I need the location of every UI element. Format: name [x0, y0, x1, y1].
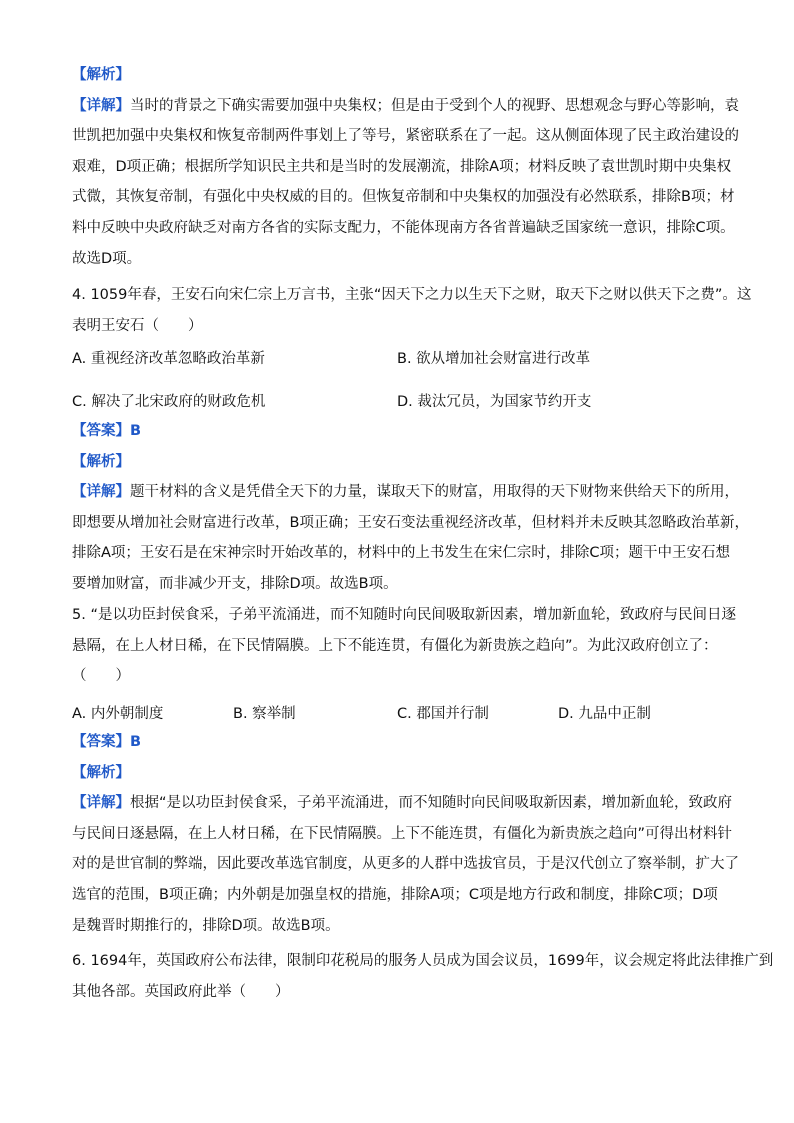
q4-option-d: D. 裁汰冗员，为国家节约开支: [397, 394, 592, 410]
analysis-label: 【解析】: [72, 67, 130, 83]
q6-stem-line: 其他各部。英国政府此举（ ）: [72, 983, 290, 1000]
answer-label: 【答案】B: [72, 423, 142, 439]
q3-detail-line: 当时的背景之下确实需要加强中央集权；但是由于受到个人的视野、思想观念与野心等影响，袁: [130, 97, 739, 114]
q5-detail-line: 选官的范围，B项正确；内外朝是加强皇权的措施，排除A项；C项是地方行政和制度，排除C项；D项: [72, 886, 718, 903]
q6-stem: [72, 946, 774, 1007]
q3-detail-line: 艰难，D项正确；根据所学知识民主共和是当时的发展潮流，排除A项；材料反映了袁世凯时期中央集权: [72, 158, 732, 175]
q4-detail-line: 排除A项；王安石是在宋神宗时开始改革的，材料中的上书发生在宋仁宗时，排除C项；题干中王安石想: [72, 545, 731, 562]
q5-stem: [72, 600, 736, 692]
q4-stem-line: 4. 1059年春，王安石向宋仁宗上万言书，主张“因天下之力以生天下之财，取天下之财以供天下之费”。这: [72, 287, 752, 303]
detail-label: 【详解】: [72, 795, 130, 812]
q5-option-c: C. 郡国并行制: [397, 706, 489, 722]
q5-option-b: B. 察举制: [233, 706, 296, 722]
q4-detail-line: 要增加财富，而非减少开支，排除D项。故选B项。: [72, 575, 398, 592]
q5-detail-line: 对的是世官制的弊端，因此要改革选官制度，从更多的人群中选拔官员，于是汉代创立了察举制，扩大了: [72, 856, 739, 873]
q6-stem-line: 6. 1694年，英国政府公布法律，限制印花税局的服务人员成为国会议员，1699年，议会规定将此法律推广到: [72, 953, 774, 969]
q5-detail-line: 根据“是以功臣封侯食采，子弟平流涌进，而不知随时向民间吸取新因素，增加新血轮，致政府: [130, 795, 733, 812]
q5-stem-line: （ ）: [72, 668, 130, 685]
q4-stem-line: 表明王安石（ ）: [72, 317, 203, 334]
q4-option-b: B. 欲从增加社会财富进行改革: [397, 351, 591, 367]
q4-detail-line: 题干材料的含义是凭借全天下的力量，谋取天下的财富，用取得的天下财物来供给天下的所用，: [130, 484, 739, 501]
q5-stem-line: 5. “是以功臣封侯食采，子弟平流涌进，而不知随时向民间吸取新因素，增加新血轮，致政府与民间日逐: [72, 607, 736, 623]
q3-detail-line: 式微，其恢复帝制，有强化中央权威的目的。但恢复帝制和中央集权的加强没有必然联系，排除B项；材: [72, 189, 735, 206]
q5-option-a: A. 内外朝制度: [72, 706, 164, 722]
analysis-label: 【解析】: [72, 453, 130, 470]
q4-explanation: [72, 416, 749, 600]
q3-explanation: [72, 60, 739, 274]
q5-option-d: D. 九品中正制: [558, 706, 651, 722]
q4-option-c: C. 解决了北宋政府的财政危机: [72, 394, 266, 410]
detail-label: 【详解】: [72, 484, 130, 501]
q5-detail-line: 是魏晋时期推行的，排除D项。故选B项。: [72, 917, 340, 934]
detail-label: 【详解】: [72, 97, 130, 114]
q3-detail-line: 世凯把加强中央集权和恢复帝制两件事划上了等号，紧密联系在了一起。这从侧面体现了民主政治建设的: [72, 128, 739, 145]
q5-explanation: [72, 727, 739, 941]
q5-stem-line: 悬隔，在上人材日稀，在下民情隔膜。上下不能连贯，有僵化为新贵族之趋向”。为此汉政府创立了：: [72, 637, 718, 654]
q5-detail-line: 与民间日逐悬隔，在上人材日稀，在下民情隔膜。上下不能连贯，有僵化为新贵族之趋向”可得出材料针: [72, 825, 733, 842]
q4-stem: [72, 280, 752, 341]
q3-detail-line: 料中反映中央政府缺乏对南方各省的实际支配力，不能体现南方各省普遍缺乏国家统一意识，排除C项。: [72, 219, 735, 236]
q3-detail-line: 故选D项。: [72, 250, 142, 267]
answer-label: 【答案】B: [72, 734, 142, 750]
q4-detail-line: 即想要从增加社会财富进行改革，B项正确；王安石变法重视经济改革，但材料并未反映其忽略政治革新，: [72, 514, 749, 531]
analysis-label: 【解析】: [72, 764, 130, 781]
q4-option-a: A. 重视经济改革忽略政治革新: [72, 351, 265, 367]
